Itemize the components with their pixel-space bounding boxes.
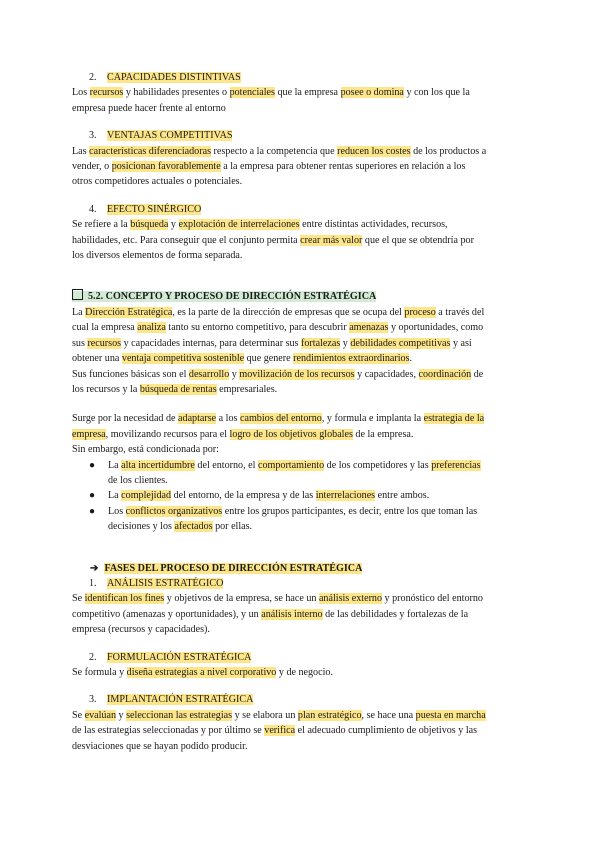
bullet-icon: ● (89, 505, 96, 517)
bullet-icon: ● (89, 490, 96, 502)
list-item: ● La alta incertidumbre del entorno, el comportamiento de los competidores y las preferencias de los clientes. (89, 459, 481, 486)
conditions-list (72, 458, 528, 535)
list-item: ● La complejidad del entorno, de la empresa y de las interrelaciones entre ambos. (72, 488, 528, 503)
list-item: ● Los conflictos organizativos entre los grupos participantes, es decir, entre los que toman las decisiones y los afectados por ellas. (89, 505, 478, 533)
paragraph-implantacion: Se evalúan y seleccionan las estrategias y se elabora un plan estratégico, se hace una puesta en marcha de las estrategias seleccionadas y por último se verifica el adecuado cumplimiento de objetivos y las desviaciones que se hayan podido producir. (72, 709, 486, 752)
paragraph-efecto-sinergico: Se refiere a la búsqueda y explotación de interrelaciones entre distintas actividades, recursos, habilidades, etc. Para conseguir que el conjunto permita crear más valor que el que se obtendría por los diversos elementos de forma separada. (72, 219, 474, 262)
heading-capacidades: 2. CAPACIDADES DISTINTIVAS (89, 72, 241, 83)
heading-efecto-sinergico: 4. EFECTO SINÉRGICO (89, 203, 202, 215)
paragraph-ventajas: Las características diferenciadoras respecto a la competencia que reducen los costes de los productos a vender, o posicionan favorablemente a la empresa para obtener rentas superiores en relación a los otros competidores actuales o potenciales. (72, 145, 487, 188)
heading-analisis: 1. ANÁLISIS ESTRATÉGICO (89, 577, 224, 589)
checkbox-icon (72, 289, 83, 300)
paragraph-direccion-estrategica: La Dirección Estratégica, es la parte de la dirección de empresas que se ocupa del proceso a través del cual la empresa analiza tanto su entorno competitivo, para descubrir amenazas y oportunidades, como sus recursos y capacidades internas, para determinar sus fortalezas y debilidades competitivas y así obtener una ventaja competitiva sostenible que genere rendimientos extraordinarios. Sus funciones básicas son el desarrollo y movilización de los recursos y capacidades, coordinación de los recursos y la búsqueda de rentas empresariales. (72, 306, 485, 395)
bullet-icon: ● (89, 459, 96, 471)
heading-fases: ➔ FASES DEL PROCESO DE DIRECCIÓN ESTRATÉGICA (90, 562, 363, 574)
document-page (72, 70, 528, 754)
paragraph-surge: Surge por la necesidad de adaptarse a los cambios del entorno, y formula e implanta la estrategia de la empresa, movilizando recursos para el logro de los objetivos globales de la empresa. Sin embargo, está condicionada por: (72, 413, 485, 456)
heading-formulacion: 2. FORMULACIÓN ESTRATÉGICA (89, 651, 252, 663)
paragraph-capacidades: Los recursos y habilidades presentes o potenciales que la empresa posee o domina y con los que la empresa puede hacer frente al entorno (72, 87, 470, 114)
paragraph-analisis: Se identifican los fines y objetivos de la empresa, se hace un análisis externo y pronóstico del entorno competitivo (amenazas y oportunidades), y un análisis interno de las debilidades y fortalezas de la empresa (recursos y capacidades). (72, 593, 483, 636)
heading-concepto-proceso: 5.2. CONCEPTO Y PROCESO DE DIRECCIÓN ESTRATÉGICA (72, 289, 528, 304)
heading-ventajas: 3. VENTAJAS COMPETITIVAS (89, 130, 233, 142)
heading-implantacion: 3. IMPLANTACIÓN ESTRATÉGICA (89, 694, 254, 706)
paragraph-formulacion: Se formula y diseña estrategias a nivel corporativo y de negocio. (72, 667, 333, 678)
arrow-right-icon: ➔ (90, 562, 99, 574)
